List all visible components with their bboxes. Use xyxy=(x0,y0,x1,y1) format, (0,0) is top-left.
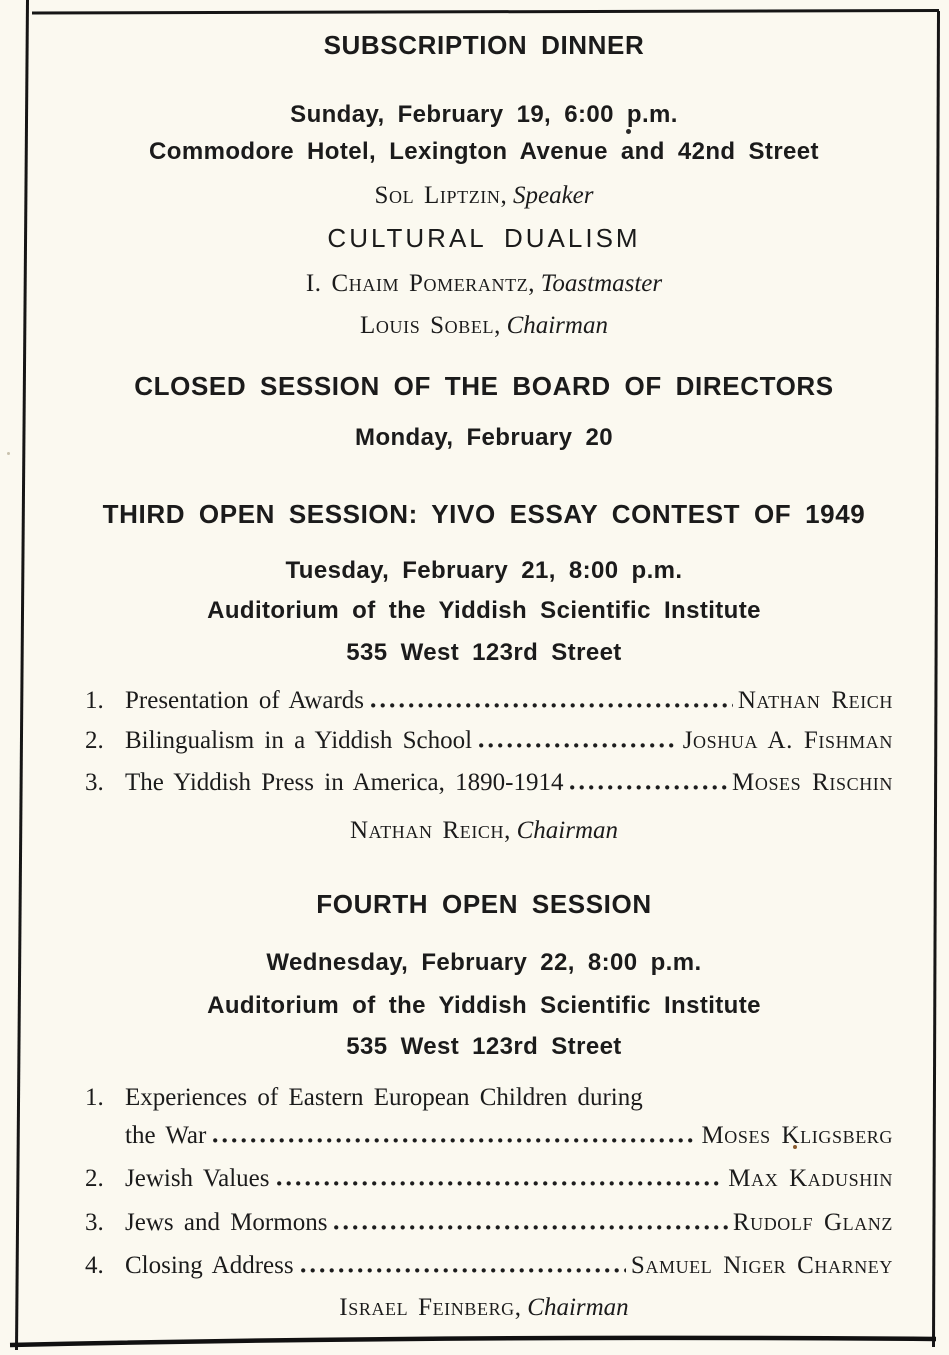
closed-session-date: Monday, February 20 xyxy=(355,424,613,451)
dot-leader xyxy=(570,785,727,790)
dot-leader xyxy=(479,743,678,748)
item-number: 4. xyxy=(85,1252,104,1279)
dinner-chairman-line xyxy=(30,310,938,342)
third-session-datetime: Tuesday, February 21, 8:00 p.m. xyxy=(285,557,683,584)
item-title: Presentation of Awards xyxy=(125,687,364,714)
item-title-line2: the War xyxy=(125,1122,207,1149)
item-number: 2. xyxy=(85,1165,104,1192)
toastmaster-name: I. Chaim Pomerantz xyxy=(305,270,529,297)
ink-speck xyxy=(7,452,10,455)
third-session-program xyxy=(30,685,938,799)
dot-leader xyxy=(277,1181,724,1186)
item-title-line1: Experiences of Eastern European Children during xyxy=(125,1084,643,1111)
speaker-role: Speaker xyxy=(512,182,594,209)
program-item xyxy=(85,1163,893,1195)
fourth-session-address: 535 West 123rd Street xyxy=(346,1033,622,1060)
third-session-chairman-name: Nathan Reich xyxy=(349,817,505,844)
separator: , xyxy=(528,270,541,297)
item-number: 2. xyxy=(85,727,104,754)
program-content xyxy=(30,0,938,1324)
fourth-session-chairman-role: Chairman xyxy=(527,1294,629,1321)
lecture-title: CULTURAL DUALISM xyxy=(327,223,641,253)
item-title: Jews and Mormons xyxy=(125,1209,328,1236)
subscription-dinner-venue: Commodore Hotel, Lexington Avenue and 42nd Street xyxy=(149,138,819,165)
dinner-chairman-name: Louis Sobel xyxy=(360,312,495,339)
item-title: Closing Address xyxy=(125,1252,294,1279)
item-presenter: Samuel Niger Charney xyxy=(630,1252,893,1279)
third-session-title: THIRD OPEN SESSION: YIVO ESSAY CONTEST OF 1949 xyxy=(102,499,866,529)
speaker-name: Sol Liptzin xyxy=(374,182,501,209)
dot-leader xyxy=(334,1225,727,1230)
item-title: The Yiddish Press in America, 1890-1914 xyxy=(125,769,564,796)
item-number: 3. xyxy=(85,1209,104,1236)
separator: , xyxy=(500,182,513,209)
item-number: 3. xyxy=(85,769,104,796)
item-title: Bilingualism in a Yiddish School xyxy=(125,727,473,754)
item-presenter: Moses Rischin xyxy=(732,769,893,796)
fourth-session-title: FOURTH OPEN SESSION xyxy=(316,889,652,919)
separator: , xyxy=(504,817,517,844)
fourth-session-chairman-line xyxy=(30,1292,938,1324)
fourth-session-venue: Auditorium of the Yiddish Scientific Institute xyxy=(207,992,761,1019)
separator: , xyxy=(494,312,507,339)
toastmaster-line xyxy=(30,268,938,300)
item-presenter: Rudolf Glanz xyxy=(732,1209,893,1236)
subscription-dinner-datetime: Sunday, February 19, 6:00 p.m. xyxy=(290,101,678,128)
item-presenter: Joshua A. Fishman xyxy=(682,727,893,754)
item-title: Jewish Values xyxy=(125,1165,270,1192)
item-presenter: Nathan Reich xyxy=(737,687,893,714)
dot-leader xyxy=(213,1138,696,1143)
third-session-address: 535 West 123rd Street xyxy=(346,639,622,666)
toastmaster-role: Toastmaster xyxy=(540,270,663,297)
program-item xyxy=(85,685,893,717)
program-item-continuation xyxy=(85,1120,893,1152)
dot-leader xyxy=(371,703,733,708)
program-item xyxy=(85,1207,893,1239)
item-presenter: Moses Kligsberg xyxy=(701,1122,893,1149)
speaker-line xyxy=(30,180,938,212)
item-number: 1. xyxy=(85,1084,104,1111)
fourth-session-datetime: Wednesday, February 22, 8:00 p.m. xyxy=(266,949,702,976)
item-presenter: Max Kadushin xyxy=(728,1165,893,1192)
third-session-chairman-line xyxy=(30,815,938,847)
program-item xyxy=(85,767,893,799)
separator: , xyxy=(514,1294,528,1321)
program-item xyxy=(85,725,893,757)
third-session-chairman-role: Chairman xyxy=(516,817,619,844)
program-item xyxy=(85,1082,893,1114)
dinner-chairman-role: Chairman xyxy=(506,312,608,339)
fourth-session-chairman-name: Israel Feinberg xyxy=(339,1294,515,1321)
fourth-session-program xyxy=(30,1082,938,1282)
item-number: 1. xyxy=(85,687,104,714)
third-session-venue: Auditorium of the Yiddish Scientific Institute xyxy=(207,597,761,624)
closed-session-title: CLOSED SESSION OF THE BOARD OF DIRECTORS xyxy=(134,371,834,401)
program-item xyxy=(85,1250,893,1282)
subscription-dinner-title: SUBSCRIPTION DINNER xyxy=(323,30,645,60)
dot-leader xyxy=(301,1268,626,1273)
